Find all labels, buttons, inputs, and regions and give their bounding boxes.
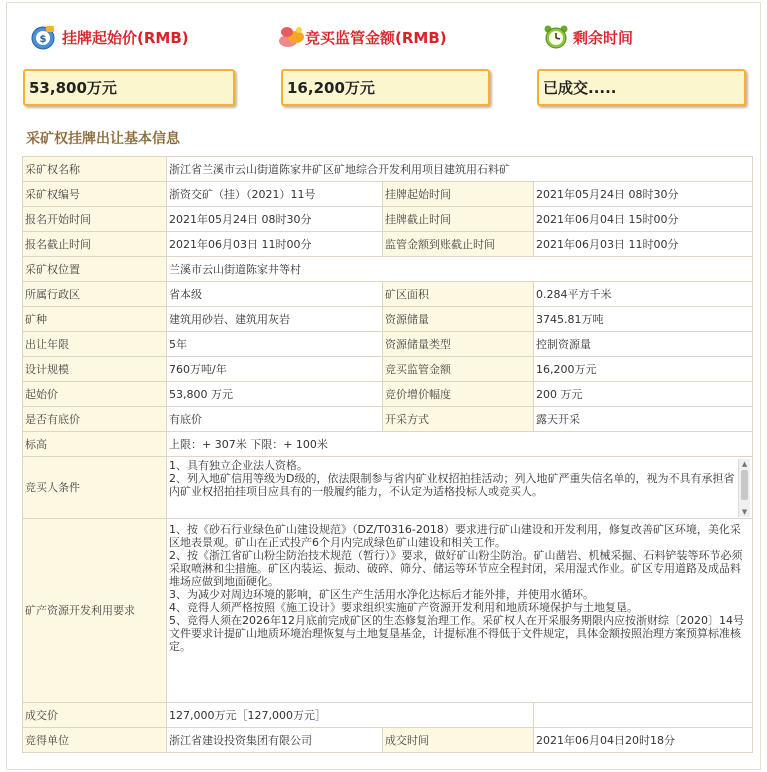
list-end-label: 挂牌截止时间 bbox=[383, 207, 534, 232]
mineral-value: 建筑用砂岩、建筑用灰岩 bbox=[167, 307, 383, 332]
admin-value: 省本级 bbox=[167, 282, 383, 307]
deal-time-label: 成交时间 bbox=[383, 728, 534, 753]
list-end-value: 2021年06月04日 15时00分 bbox=[534, 207, 753, 232]
reg-end-value: 2021年06月03日 11时00分 bbox=[167, 232, 383, 257]
table-row bbox=[23, 182, 753, 207]
start-price-cell: 53,800 万元 bbox=[167, 382, 383, 407]
deposit-amount-value: 16,200万元 bbox=[534, 357, 753, 382]
table-row bbox=[23, 432, 753, 457]
table-row bbox=[23, 232, 753, 257]
mining-method-label: 开采方式 bbox=[383, 407, 534, 432]
rights-name-label: 采矿权名称 bbox=[23, 157, 167, 182]
table-row bbox=[23, 519, 753, 703]
deposit-deadline-label: 监管金额到账截止时间 bbox=[383, 232, 534, 257]
reg-start-value: 2021年05月24日 08时30分 bbox=[167, 207, 383, 232]
table-row bbox=[23, 282, 753, 307]
reg-end-label: 报名截止时间 bbox=[23, 232, 167, 257]
deposit-label: 竞买监管金额 bbox=[383, 357, 534, 382]
reserve-type-label: 资源储量类型 bbox=[383, 332, 534, 357]
scrollbar-thumb[interactable] bbox=[741, 470, 748, 500]
table-row bbox=[23, 257, 753, 282]
deposit-value: 16,200万元 bbox=[281, 69, 490, 106]
reserve-value: 3745.81万吨 bbox=[534, 307, 753, 332]
requirements-label: 矿产资源开发利用要求 bbox=[23, 519, 167, 703]
deal-price-label: 成交价 bbox=[23, 703, 167, 728]
increment-label: 竞价增价幅度 bbox=[383, 382, 534, 407]
increment-value: 200 万元 bbox=[534, 382, 753, 407]
table-row bbox=[23, 207, 753, 232]
rights-no-value: 浙资交矿（挂）（2021）11号 bbox=[167, 182, 383, 207]
mining-method-value: 露天开采 bbox=[534, 407, 753, 432]
deal-price-value: 127,000万元［127,000万元］ bbox=[167, 703, 534, 728]
reserve-price-value: 有底价 bbox=[167, 407, 383, 432]
rights-no-label: 采矿权编号 bbox=[23, 182, 167, 207]
list-start-value: 2021年05月24日 08时30分 bbox=[534, 182, 753, 207]
bidder-cell bbox=[167, 457, 753, 519]
location-label: 采矿权位置 bbox=[23, 257, 167, 282]
svg-text:$: $ bbox=[39, 34, 47, 45]
reg-start-label: 报名开始时间 bbox=[23, 207, 167, 232]
scroll-down-icon[interactable]: ▼ bbox=[741, 507, 748, 516]
metric-label: 竞买监管金额(RMB) bbox=[305, 28, 447, 47]
area-value: 0.284平方千米 bbox=[534, 282, 753, 307]
table-row bbox=[23, 728, 753, 753]
elevation-label: 标高 bbox=[23, 432, 167, 457]
empty-cell bbox=[534, 703, 753, 728]
metric-label: 剩余时间 bbox=[573, 28, 634, 47]
winner-label: 竞得单位 bbox=[23, 728, 167, 753]
table-row bbox=[23, 407, 753, 432]
scroll-up-icon[interactable]: ▲ bbox=[741, 459, 748, 468]
requirements-text: 1、按《砂石行业绿色矿山建设规范》（DZ/T0316-2018）要求进行矿山建设和开发利用，修复改善矿区环境，美化采区地表景观。矿山在正式投产6个月内完成绿色矿山建设和相关工作。 2、按《浙江省矿山粉尘防治技术规范（暂行）》要求，做好矿山粉尘防治。矿山凿岩、机械采掘、石料铲装等环节必须采取喷淋和尘措施。矿区内装运、振动、破碎、筛分、储运等环节应全程封闭，采用湿式作业。矿区专用道路及成品料堆场应做到地面硬化。 3、为减少对周边环境的影响，矿区生产生活用水净化达标后才能外排，并使用水循环。 4、竞得人须严格按照《施工设计》要求组织实施矿产资源开发利用和地质环境保护与土地复垦。 5、竞得人须在2026年12月底前完成矿区的生态修复治理工作。采矿权人在开采服务期限内应按浙财综〔2020〕14号文件要求计提矿山地质环境治理恢复与土地复垦基金，计提标准不得低于文件规定，具体金额按照治理方案预算标准核定。 bbox=[169, 523, 744, 653]
location-value: 兰溪市云山街道陈家井等村 bbox=[167, 257, 753, 282]
scale-label: 设计规模 bbox=[23, 357, 167, 382]
winner-value: 浙江省建设投资集团有限公司 bbox=[167, 728, 383, 753]
scale-value: 760万吨/年 bbox=[167, 357, 383, 382]
table-row bbox=[23, 157, 753, 182]
metric-remaining-time bbox=[543, 24, 633, 50]
alarm-clock-icon bbox=[543, 24, 569, 50]
bidder-label: 竞买人条件 bbox=[23, 457, 167, 519]
reserve-type-value: 控制资源量 bbox=[534, 332, 753, 357]
table-row bbox=[23, 703, 753, 728]
supervision-fund-icon bbox=[277, 24, 303, 50]
bidder-text: 1、具有独立企业法人资格。 2、列入地矿信用等级为D级的，依法限制参与省内矿业权招拍挂活动；列入地矿严重失信名单的，视为不具有承担省内矿业权招拍挂项目应具有的一般履约能力，不认定为适格投标人或竞买人。 bbox=[169, 458, 735, 498]
table-row bbox=[23, 357, 753, 382]
rights-name-value: 浙江省兰溪市云山街道陈家井矿区矿地综合开发利用项目建筑用石料矿 bbox=[167, 157, 753, 182]
remaining-time-value: 已成交..... bbox=[537, 69, 746, 106]
requirements-cell bbox=[167, 519, 753, 703]
start-price-label: 起始价 bbox=[23, 382, 167, 407]
bidder-scroll-area[interactable] bbox=[169, 459, 750, 517]
metric-deposit bbox=[277, 24, 447, 50]
reserve-price-label: 是否有底价 bbox=[23, 407, 167, 432]
term-value: 5年 bbox=[167, 332, 383, 357]
metric-start-price bbox=[30, 24, 189, 50]
mineral-label: 矿种 bbox=[23, 307, 167, 332]
section-title: 采矿权挂牌出让基本信息 bbox=[26, 131, 180, 147]
table-row bbox=[23, 332, 753, 357]
table-row bbox=[23, 382, 753, 407]
elevation-value: 上限：+ 307米 下限：+ 100米 bbox=[167, 432, 753, 457]
area-label: 矿区面积 bbox=[383, 282, 534, 307]
money-bag-icon bbox=[30, 24, 56, 50]
info-table bbox=[22, 156, 753, 753]
reserve-label: 资源储量 bbox=[383, 307, 534, 332]
deal-time-value: 2021年06月04日20时18分 bbox=[534, 728, 753, 753]
table-row bbox=[23, 307, 753, 332]
term-label: 出让年限 bbox=[23, 332, 167, 357]
table-row bbox=[23, 457, 753, 519]
metric-label: 挂牌起始价(RMB) bbox=[62, 28, 189, 47]
vertical-scrollbar[interactable] bbox=[738, 459, 750, 517]
deposit-deadline-value: 2021年06月03日 11时00分 bbox=[534, 232, 753, 257]
list-start-label: 挂牌起始时间 bbox=[383, 182, 534, 207]
start-price-value: 53,800万元 bbox=[23, 69, 235, 106]
admin-label: 所属行政区 bbox=[23, 282, 167, 307]
